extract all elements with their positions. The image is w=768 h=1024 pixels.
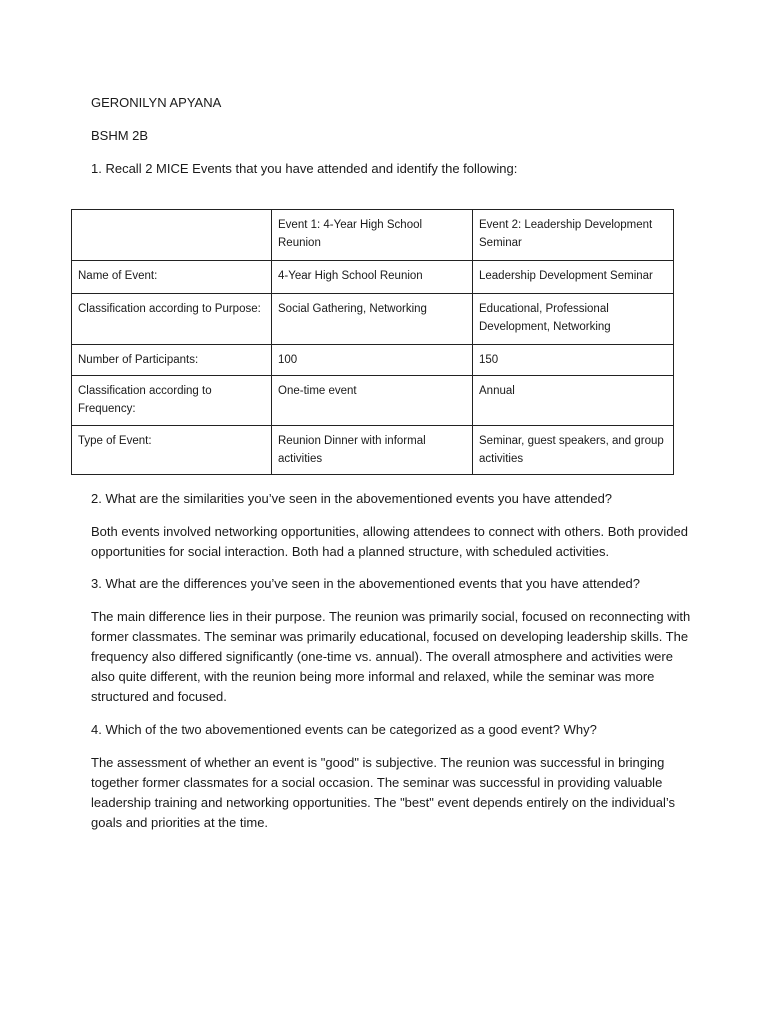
table-cell: Leadership Development Seminar: [473, 261, 674, 294]
table-row: [72, 294, 674, 345]
question-2-prompt: 2. What are the similarities you’ve seen in the abovementioned events you have attended?: [91, 491, 613, 506]
table-row: [72, 261, 674, 294]
table-cell: Educational, Professional Development, Networking: [473, 294, 674, 345]
question-4-prompt: 4. Which of the two abovementioned events can be categorized as a good event? Why?: [91, 722, 597, 737]
table-cell: 150: [473, 345, 674, 376]
table-cell: [72, 210, 272, 261]
table-cell: Name of Event:: [72, 261, 272, 294]
table-cell: One-time event: [272, 376, 473, 426]
mice-events-table: [71, 209, 674, 475]
table-cell: Classification according to Frequency:: [72, 376, 272, 426]
question-2-answer: Both events involved networking opportunities, allowing attendees to connect with others. Both provided opportunities for social interaction. Both had a planned structure, with scheduled activities.: [91, 524, 688, 559]
table-cell: Annual: [473, 376, 674, 426]
student-section: BSHM 2B: [91, 128, 149, 143]
question-4-answer: The assessment of whether an event is "good" is subjective. The reunion was successful in bringing together former classmates for a social occasion. The seminar was successful in providing valuable leadership training and networking opportunities. The "best" event depends entirely on the individual’s goals and priorities at the time.: [91, 755, 676, 830]
student-name: GERONILYN APYANA: [91, 95, 222, 110]
table-cell: 100: [272, 345, 473, 376]
table-header-row: [72, 210, 674, 261]
table-cell: Social Gathering, Networking: [272, 294, 473, 345]
table-cell: Number of Participants:: [72, 345, 272, 376]
table-row: [72, 345, 674, 376]
question-1-prompt: 1. Recall 2 MICE Events that you have attended and identify the following:: [91, 161, 518, 176]
table-cell: Classification according to Purpose:: [72, 294, 272, 345]
table-cell: Event 2: Leadership Development Seminar: [473, 210, 674, 261]
table-row: [72, 376, 674, 426]
table-cell: Type of Event:: [72, 426, 272, 475]
table-row: [72, 426, 674, 475]
table-cell: Seminar, guest speakers, and group activities: [473, 426, 674, 475]
table-cell: Reunion Dinner with informal activities: [272, 426, 473, 475]
question-3-prompt: 3. What are the differences you’ve seen in the abovementioned events that you have attended?: [91, 576, 641, 591]
question-3-answer: The main difference lies in their purpose. The reunion was primarily social, focused on reconnecting with former classmates. The seminar was primarily educational, focused on developing leadership skills. The frequency also differed significantly (one-time vs. annual). The overall atmosphere and activities were also quite different, with the reunion being more informal and relaxed, while the seminar was more structured and focused.: [91, 609, 691, 704]
table-cell: 4-Year High School Reunion: [272, 261, 473, 294]
table-cell: Event 1: 4-Year High School Reunion: [272, 210, 473, 261]
